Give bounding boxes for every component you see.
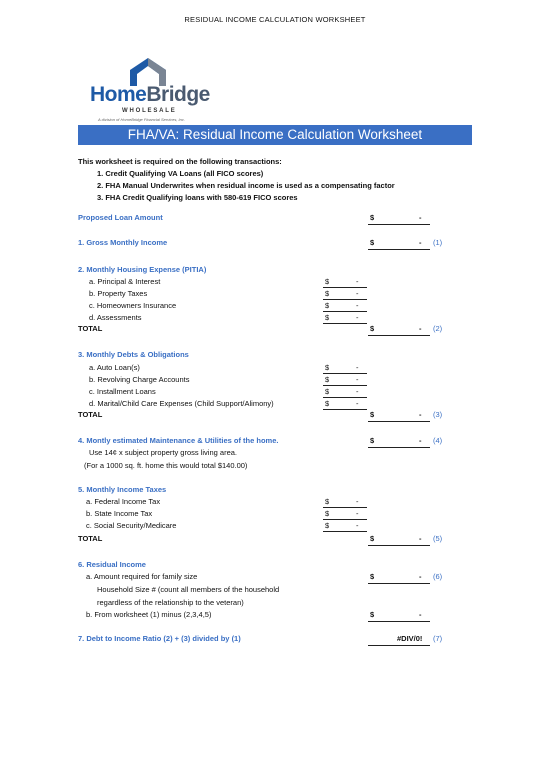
- maintenance-example: (For a 1000 sq. ft. home this would total $140.00): [84, 461, 248, 470]
- intro-item: 2. FHA Manual Underwrites when residual income is used as a compensating factor: [97, 181, 395, 190]
- taxes-total-currency: $: [370, 534, 375, 543]
- housing-item-currency: $: [325, 277, 330, 286]
- housing-ref: (2): [433, 324, 443, 333]
- debts-item-label: d. Marital/Child Care Expenses (Child Support/Alimony): [89, 399, 274, 408]
- housing-total-currency: $: [370, 324, 375, 333]
- taxes-item-underline: [323, 531, 367, 532]
- taxes-total-value: -: [419, 534, 422, 543]
- dti-ref: (7): [433, 634, 443, 643]
- intro-item: 1. Credit Qualifying VA Loans (all FICO scores): [97, 169, 264, 178]
- housing-item-label: c. Homeowners Insurance: [89, 301, 177, 310]
- debts-item-underline: [323, 409, 367, 410]
- taxes-item-currency: $: [325, 497, 330, 506]
- housing-total-underline: [368, 335, 430, 336]
- taxes-item-underline: [323, 507, 367, 508]
- taxes-item-currency: $: [325, 521, 330, 530]
- housing-item-value[interactable]: -: [356, 301, 359, 310]
- housing-total-label: TOTAL: [78, 324, 103, 333]
- debts-item-currency: $: [325, 375, 330, 384]
- housing-item-value[interactable]: -: [356, 313, 359, 322]
- debts-item-value[interactable]: -: [356, 399, 359, 408]
- intro-lead: This worksheet is required on the following transactions:: [78, 157, 282, 166]
- residual-a-currency: $: [370, 572, 375, 581]
- residual-b-underline: [368, 621, 430, 622]
- gross-income-value[interactable]: -: [419, 238, 422, 247]
- housing-item-label: b. Property Taxes: [89, 289, 148, 298]
- logo-bridge: Bridge: [146, 83, 210, 106]
- debts-item-label: b. Revolving Charge Accounts: [89, 375, 190, 384]
- page-header: RESIDUAL INCOME CALCULATION WORKSHEET: [184, 15, 366, 24]
- taxes-total-label: TOTAL: [78, 534, 103, 543]
- debts-item-value[interactable]: -: [356, 375, 359, 384]
- taxes-item-currency: $: [325, 509, 330, 518]
- homebridge-logo: [90, 56, 210, 122]
- debts-item-underline: [323, 397, 367, 398]
- residual-a-value[interactable]: -: [419, 572, 422, 581]
- worksheet-title-banner: FHA/VA: Residual Income Calculation Worksheet: [78, 125, 472, 145]
- debts-item-value[interactable]: -: [356, 363, 359, 372]
- gross-income-ref: (1): [433, 238, 443, 247]
- housing-item-underline: [323, 323, 367, 324]
- gross-income-label: 1. Gross Monthly Income: [78, 238, 168, 247]
- debts-item-label: c. Installment Loans: [89, 387, 156, 396]
- housing-item-value[interactable]: -: [356, 289, 359, 298]
- residual-household-note: regardless of the relationship to the veteran): [97, 598, 244, 607]
- proposed-loan-currency: $: [370, 213, 375, 222]
- housing-item-label: d. Assessments: [89, 313, 142, 322]
- taxes-item-label: a. Federal Income Tax: [86, 497, 161, 506]
- taxes-section-label: 5. Monthly Income Taxes: [78, 485, 167, 494]
- debts-item-currency: $: [325, 363, 330, 372]
- taxes-item-value[interactable]: -: [356, 497, 359, 506]
- residual-b-currency: $: [370, 610, 375, 619]
- dti-label: 7. Debt to Income Ratio (2) + (3) divided by (1): [78, 634, 241, 643]
- taxes-item-label: b. State Income Tax: [86, 509, 153, 518]
- debts-total-underline: [368, 421, 430, 422]
- taxes-total-underline: [368, 545, 430, 546]
- taxes-ref: (5): [433, 534, 443, 543]
- housing-item-currency: $: [325, 289, 330, 298]
- housing-item-underline: [323, 311, 367, 312]
- logo-wordmark: [90, 83, 210, 107]
- housing-item-underline: [323, 299, 367, 300]
- debts-item-value[interactable]: -: [356, 387, 359, 396]
- house-roof-icon: [124, 56, 172, 86]
- logo-subtitle: WHOLESALE: [122, 108, 177, 114]
- dti-underline: [368, 645, 430, 646]
- residual-a-ref: (6): [433, 572, 443, 581]
- debts-item-currency: $: [325, 399, 330, 408]
- gross-income-underline: [368, 249, 430, 250]
- taxes-item-underline: [323, 519, 367, 520]
- housing-item-currency: $: [325, 301, 330, 310]
- debts-total-currency: $: [370, 410, 375, 419]
- debts-total-label: TOTAL: [78, 410, 103, 419]
- maintenance-ref: (4): [433, 436, 443, 445]
- dti-value: #DIV/0!: [397, 634, 423, 643]
- housing-item-value[interactable]: -: [356, 277, 359, 286]
- taxes-item-label: c. Social Security/Medicare: [86, 521, 177, 530]
- residual-household-note: Household Size # (count all members of the household: [97, 585, 280, 594]
- debts-item-currency: $: [325, 387, 330, 396]
- gross-income-currency: $: [370, 238, 375, 247]
- debts-total-value: -: [419, 410, 422, 419]
- logo-tagline: A division of HomeBridge Financial Services, Inc.: [98, 117, 185, 122]
- debts-ref: (3): [433, 410, 443, 419]
- logo-home: Home: [90, 83, 147, 106]
- intro-item: 3. FHA Credit Qualifying loans with 580-619 FICO scores: [97, 193, 298, 202]
- housing-item-currency: $: [325, 313, 330, 322]
- maintenance-currency: $: [370, 436, 375, 445]
- housing-item-label: a. Principal & Interest: [89, 277, 161, 286]
- debts-item-underline: [323, 373, 367, 374]
- maintenance-value[interactable]: -: [419, 436, 422, 445]
- taxes-item-value[interactable]: -: [356, 509, 359, 518]
- taxes-item-value[interactable]: -: [356, 521, 359, 530]
- housing-section-label: 2. Monthly Housing Expense (PITIA): [78, 265, 207, 274]
- debts-item-underline: [323, 385, 367, 386]
- debts-section-label: 3. Monthly Debts & Obligations: [78, 350, 189, 359]
- residual-section-label: 6. Residual Income: [78, 560, 146, 569]
- maintenance-underline: [368, 447, 430, 448]
- residual-b-value: -: [419, 610, 422, 619]
- maintenance-label: 4. Montly estimated Maintenance & Utilities of the home.: [78, 436, 279, 445]
- proposed-loan-value[interactable]: -: [419, 213, 422, 222]
- maintenance-note: Use 14¢ x subject property gross living area.: [89, 448, 237, 457]
- residual-a-label: a. Amount required for family size: [86, 572, 198, 581]
- proposed-loan-underline: [368, 224, 430, 225]
- debts-item-label: a. Auto Loan(s): [89, 363, 140, 372]
- residual-a-underline: [368, 583, 430, 584]
- residual-b-label: b. From worksheet (1) minus (2,3,4,5): [86, 610, 212, 619]
- housing-total-value: -: [419, 324, 422, 333]
- proposed-loan-label: Proposed Loan Amount: [78, 213, 163, 222]
- housing-item-underline: [323, 287, 367, 288]
